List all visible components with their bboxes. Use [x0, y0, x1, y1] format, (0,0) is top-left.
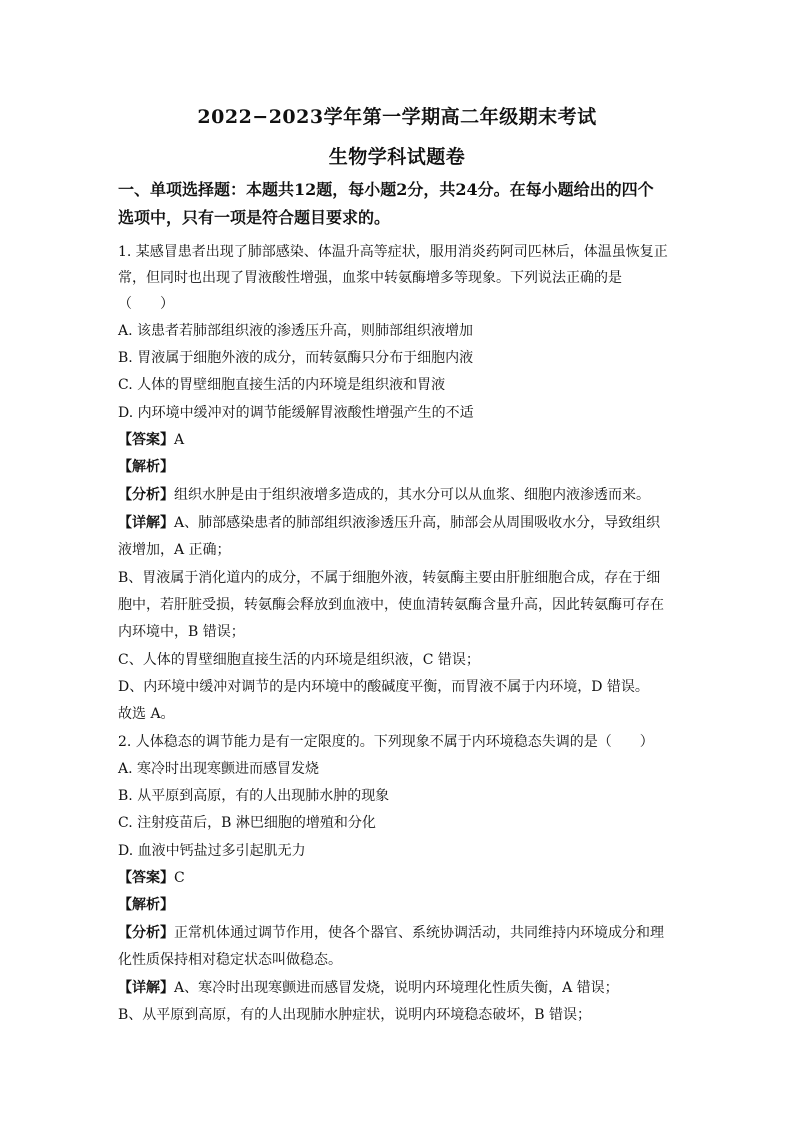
- jiexi-tag: 【解析】: [118, 459, 174, 475]
- q1-answer: [118, 430, 678, 450]
- xiangjie-tag: 【详解】: [118, 515, 174, 531]
- q2-stem: 2. 人体稳态的调节能力是有一定限度的。下列现象不属于内环境稳态失调的是（ ）: [118, 734, 654, 750]
- jiexi-tag: 【解析】: [118, 897, 174, 913]
- xiangjie-text: A、肺部感染患者的肺部组织液渗透压升高，肺部会从周围吸收水分，导致组织: [174, 515, 661, 531]
- fenxi-text: 组织水肿是由于组织液增多造成的，其水分可以从血浆、细胞内液渗透而来。: [174, 487, 650, 503]
- q2-answer: [118, 868, 678, 888]
- fenxi-text: 正常机体通过调节作用，使各个器官、系统协调活动，共同维持内环境成分和理: [174, 925, 664, 941]
- section-heading-line1: 一、单项选择题：本题共12题，每小题2分，共24分。在每小题给出的四个: [118, 180, 654, 199]
- xiangjie-tag: 【详解】: [118, 980, 174, 996]
- q1-b-line1: B、胃液属于消化道内的成分，不属于细胞外液，转氨酶主要由肝脏细胞合成，存在于细: [118, 570, 661, 586]
- q2-fenxi-line1: [118, 923, 678, 943]
- q1-option-a: A. 该患者若肺部组织液的渗透压升高，则肺部组织液增加: [118, 323, 474, 339]
- answer-tag: 【答案】: [118, 432, 174, 448]
- answer-tag: 【答案】: [118, 870, 174, 886]
- q1-option-c: C. 人体的胃壁细胞直接生活的内环境是组织液和胃液: [118, 377, 446, 393]
- q1-option-d: D. 内环境中缓冲对的调节能缓解胃液酸性增强产生的不适: [118, 405, 474, 421]
- q2-option-a: A. 寒冷时出现寒颤进而感冒发烧: [118, 761, 320, 777]
- q1-option-b: B. 胃液属于细胞外液的成分，而转氨酶只分布于细胞内液: [118, 350, 474, 366]
- q1-stem-line3: （ ）: [118, 296, 174, 312]
- xiangjie-text: A、寒冷时出现寒颤进而感冒发烧，说明内环境理化性质失衡，A 错误；: [174, 980, 619, 996]
- q2-jiexi: [118, 895, 678, 915]
- fenxi-tag: 【分析】: [118, 487, 174, 503]
- q2-xiangjie-a: [118, 978, 678, 998]
- q1-b-line3: 内环境中，B 错误；: [118, 624, 245, 640]
- section-heading-line2: 选项中，只有一项是符合题目要求的。: [118, 208, 391, 227]
- q1-c-line: C、人体的胃壁细胞直接生活的内环境是组织液，C 错误；: [118, 652, 480, 668]
- q1-d-line: D、内环境中缓冲对调节的是内环境中的酸碱度平衡，而胃液不属于内环境，D 错误。: [118, 679, 649, 695]
- q2-option-b: B. 从平原到高原，有的人出现肺水肿的现象: [118, 788, 390, 804]
- q1-stem-line1: 1. 某感冒患者出现了肺部感染、体温升高等症状，服用消炎药阿司匹林后，体温虽恢复正: [118, 244, 668, 260]
- q1-conclusion: 故选 A。: [118, 706, 175, 722]
- q1-xiangjie-line1: [118, 513, 678, 533]
- q2-option-c: C. 注射疫苗后，B 淋巴细胞的增殖和分化: [118, 815, 376, 831]
- q1-jiexi: [118, 457, 678, 477]
- q1-b-line2: 胞中，若肝脏受损，转氨酶会释放到血液中，使血清转氨酶含量升高，因此转氨酶可存在: [118, 597, 664, 613]
- answer-value: A: [174, 432, 185, 448]
- q1-fenxi: [118, 485, 678, 505]
- exam-subtitle: 生物学科试题卷: [328, 146, 466, 168]
- answer-value: C: [174, 870, 185, 886]
- q1-stem-line2: 常，但同时也出现了胃液酸性增强，血浆中转氨酶增多等现象。下列说法正确的是: [118, 270, 622, 286]
- fenxi-tag: 【分析】: [118, 925, 174, 941]
- exam-title: 2022−2023学年第一学期高二年级期末考试: [197, 106, 597, 128]
- q2-option-d: D. 血液中钙盐过多引起肌无力: [118, 843, 306, 859]
- q2-fenxi-line2: 化性质保持相对稳定状态叫做稳态。: [118, 952, 342, 968]
- q2-b-line: B、从平原到高原，有的人出现肺水肿症状，说明内环境稳态破坏，B 错误；: [118, 1007, 592, 1023]
- q1-xiangjie-line2: 液增加，A 正确；: [118, 542, 231, 558]
